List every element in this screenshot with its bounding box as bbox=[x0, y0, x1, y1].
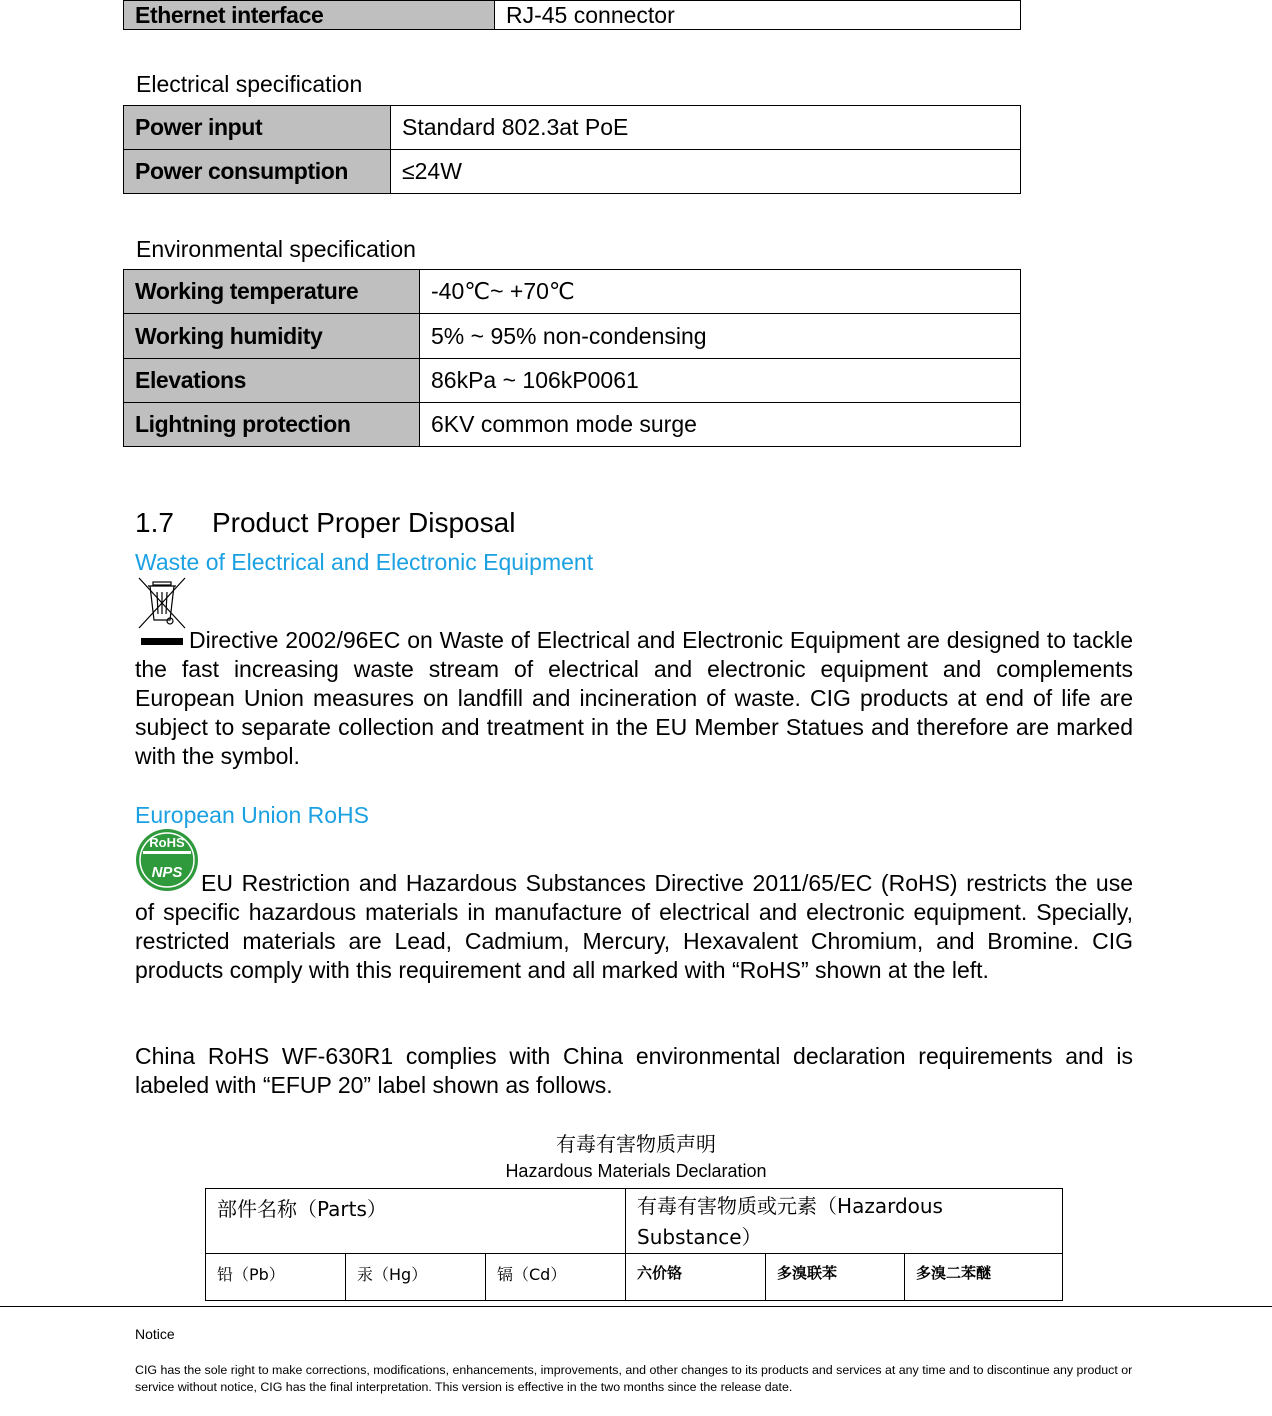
ethernet-table bbox=[123, 0, 1021, 30]
electrical-caption: Electrical specification bbox=[136, 71, 363, 97]
spec-value: 5% ~ 95% non-condensing bbox=[420, 314, 1021, 359]
section-title: Product Proper Disposal bbox=[211, 507, 516, 538]
environmental-table bbox=[123, 269, 1021, 447]
spec-label: Power consumption bbox=[124, 150, 391, 194]
rohs-logo-bottom-text: NPS bbox=[151, 864, 183, 881]
section-heading bbox=[135, 507, 515, 539]
spec-value: -40℃~ +70℃ bbox=[420, 270, 1021, 314]
declaration-title-cn: 有毒有害物质声明 bbox=[556, 1132, 716, 1156]
spec-value: Standard 802.3at PoE bbox=[391, 106, 1021, 150]
spec-label: Power input bbox=[124, 106, 391, 150]
substance-cell: 多溴联苯 bbox=[766, 1254, 905, 1301]
substance-cell: 铅（Pb） bbox=[206, 1254, 346, 1301]
spec-label: Working humidity bbox=[124, 314, 420, 359]
rohs-heading: European Union RoHS bbox=[135, 802, 369, 828]
spec-value: 6KV common mode surge bbox=[420, 403, 1021, 447]
footer-notice-label: Notice bbox=[135, 1326, 175, 1342]
rohs-logo-top-text: RoHS bbox=[149, 835, 185, 850]
substance-cell: 汞（Hg） bbox=[346, 1254, 486, 1301]
section-number: 1.7 bbox=[135, 507, 174, 538]
hazardous-table bbox=[205, 1188, 1063, 1301]
footer-notice-text: CIG has the sole right to make corrections, modifications, enhancements, improvements, and other changes to its products and services at any time and to discontinue any product or service without notice, CIG has the final interpretation. This version is effective in the two months since the release date. bbox=[135, 1363, 1133, 1394]
spec-value: ≤24W bbox=[391, 150, 1021, 194]
environmental-caption: Environmental specification bbox=[136, 236, 416, 262]
spec-label: Lightning protection bbox=[124, 403, 420, 447]
spec-value: 86kPa ~ 106kP0061 bbox=[420, 359, 1021, 403]
footer-divider bbox=[0, 1306, 1272, 1307]
spec-label: Elevations bbox=[124, 359, 420, 403]
china-rohs-paragraph: China RoHS WF-630R1 complies with China environmental declaration requirements and is labeled with “EFUP 20” label shown as follows. bbox=[135, 1043, 1133, 1098]
substance-cell: 镉（Cd） bbox=[486, 1254, 626, 1301]
spec-label: Working temperature bbox=[124, 270, 420, 314]
declaration-title-en: Hazardous Materials Declaration bbox=[505, 1161, 767, 1181]
rohs-paragraph: EU Restriction and Hazardous Substances Directive 2011/65/EC (RoHS) restricts the use of specific hazardous materials in manufacture of electrical and electronic equipment. Specially, restricted materials are Lead, Cadmium, Mercury, Hexavalent Chromium, and Bromine. CIG products comply with this requirement and all marked with “RoHS” shown at the left. bbox=[135, 870, 1133, 983]
substance-cell: 六价铬 bbox=[626, 1254, 766, 1301]
ethernet-value: RJ-45 connector bbox=[495, 1, 1021, 30]
weee-paragraph: Directive 2002/96EC on Waste of Electrical and Electronic Equipment are designed to tackle the fast increasing waste stream of electrical and electronic equipment and complements European Union measures on landfill and incineration of waste. CIG products at end of life are subject to separate collection and treatment in the EU Member Statues and therefore are marked with the symbol. bbox=[135, 627, 1133, 769]
electrical-table bbox=[123, 105, 1021, 194]
ethernet-label: Ethernet interface bbox=[124, 1, 495, 30]
substance-cell: 多溴二苯醚 bbox=[905, 1254, 1063, 1301]
header-substance: 有毒有害物质或元素（Hazardous Substance） bbox=[626, 1189, 1063, 1254]
weee-heading: Waste of Electrical and Electronic Equipment bbox=[135, 549, 594, 575]
header-parts: 部件名称（Parts） bbox=[206, 1189, 626, 1254]
